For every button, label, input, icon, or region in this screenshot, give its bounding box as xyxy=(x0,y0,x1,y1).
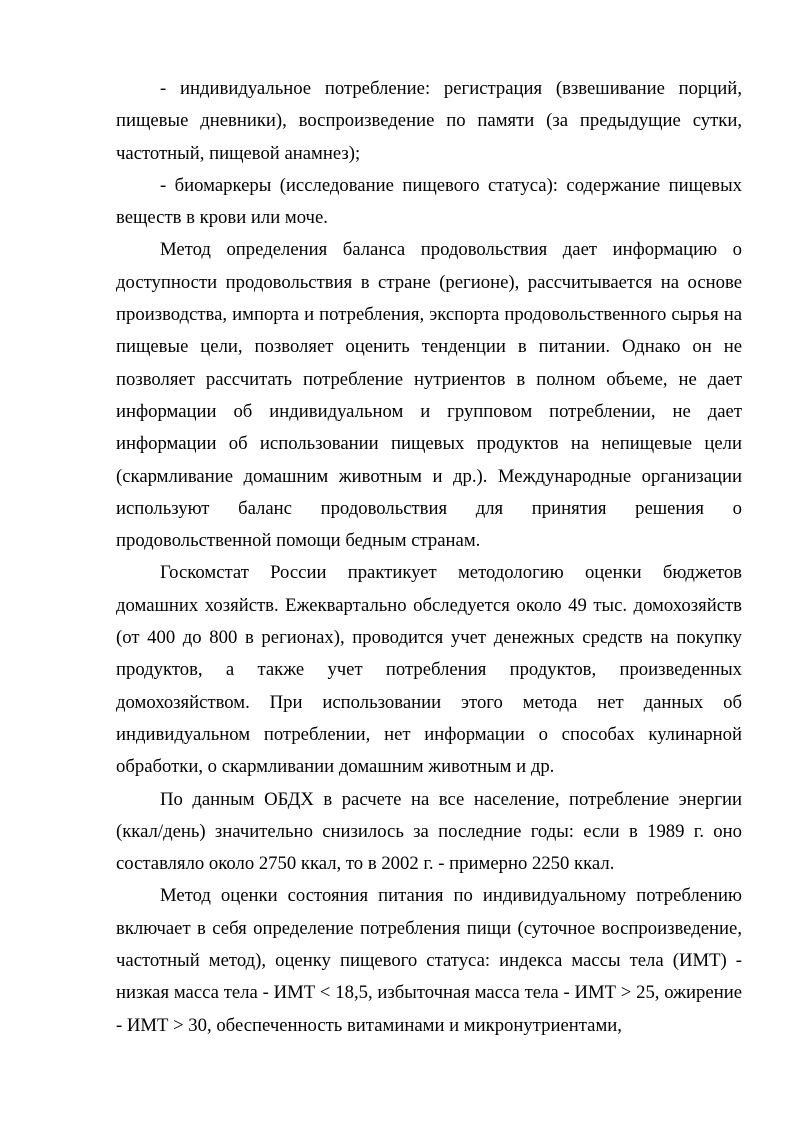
paragraph-energy-consumption: По данным ОБДХ в расчете на все население, потребление энергии (ккал/день) значительно снизилось за последние годы: если в 1989 г. оно составляло около 2750 ккал, то в 2002 г. - примерно 2250 ккал. xyxy=(116,788,742,875)
page-body xyxy=(116,73,742,1042)
paragraph-biomarkers: - биомаркеры (исследование пищевого статуса): содержание пищевых веществ в крови или моче. xyxy=(116,174,742,229)
paragraph-food-balance-method: Метод определения баланса продовольствия дает информацию о доступности продовольствия в стране (регионе), рассчитывается на основе производства, импорта и потребления, экспорта продовольственного сырья на пищевые цели, позволяет оценить тенденции в питании. Однако он не позволяет рассчитать потребление нутриентов в полном объеме, не дает информации об индивидуальном и групповом потреблении, не дает информации об использовании пищевых продуктов на непищевые цели (скармливание домашним животным и др.). Международные организации используют баланс продовольствия для принятия решения о продовольственной помощи бедным странам. xyxy=(116,239,742,552)
paragraph-household-budget-method: Госкомстат России практикует методологию оценки бюджетов домашних хозяйств. Ежеквартально обследуется около 49 тыс. домохозяйств (от 400 до 800 в регионах), проводится учет денежных средств на покупку продуктов, а также учет потребления продуктов, произведенных домохозяйством. При использовании этого метода нет данных об индивидуальном потреблении, нет информации о способах кулинарной обработки, о скармливании домашним животным и др. xyxy=(116,562,742,778)
paragraph-individual-consumption: - индивидуальное потребление: регистрация (взвешивание порций, пищевые дневники), воспроизведение по памяти (за предыдущие сутки, частотный, пищевой анамнез); xyxy=(116,78,742,164)
paragraph-individual-assessment-method: Метод оценки состояния питания по индивидуальному потреблению включает в себя определение потребления пищи (суточное воспроизведение, частотный метод), оценку пищевого статуса: индекса массы тела (ИМТ) - низкая масса тела - ИМТ < 18,5, избыточная масса тела - ИМТ > 25, ожирение - ИМТ > 30, обеспеченность витаминами и микронутриентами, xyxy=(116,885,742,1036)
